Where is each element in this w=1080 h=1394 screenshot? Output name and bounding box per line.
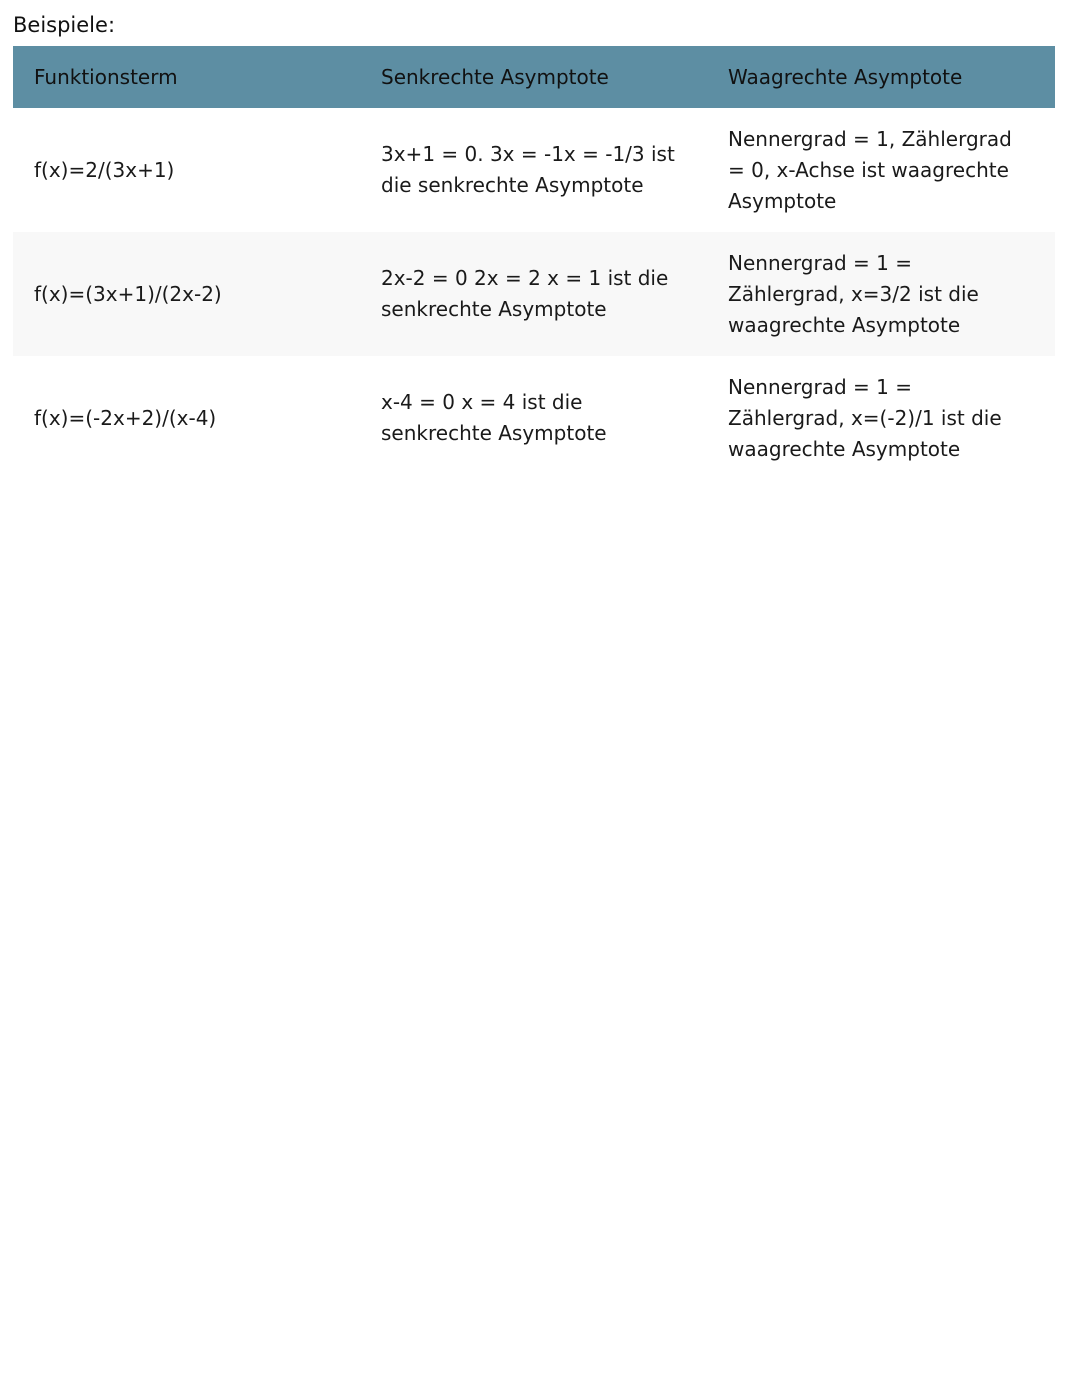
column-header-vertical-asymptote: Senkrechte Asymptote	[381, 65, 609, 89]
horizontal-asymptote-cell: Nennergrad = 1 = Zählergrad, x=(-2)/1 ist die waagrechte Asymptote	[728, 374, 1002, 461]
function-term-cell: f(x)=(3x+1)/(2x-2)	[34, 281, 222, 306]
function-term-cell: f(x)=2/(3x+1)	[34, 157, 175, 182]
vertical-asymptote-cell: 2x-2 = 0 2x = 2 x = 1 ist die senkrechte Asymptote	[381, 266, 669, 321]
table-header-row	[13, 46, 1055, 108]
column-header-function: Funktionsterm	[34, 65, 178, 89]
table-row	[13, 356, 1055, 480]
table-row	[13, 232, 1055, 356]
asymptote-table	[13, 46, 1055, 480]
vertical-asymptote-cell: x-4 = 0 x = 4 ist die senkrechte Asymptote	[381, 390, 607, 445]
function-term-cell: f(x)=(-2x+2)/(x-4)	[34, 405, 217, 430]
page-heading: Beispiele:	[13, 13, 116, 37]
vertical-asymptote-cell: 3x+1 = 0. 3x = -1x = -1/3 ist die senkrechte Asymptote	[381, 142, 675, 197]
column-header-horizontal-asymptote: Waagrechte Asymptote	[728, 65, 963, 89]
horizontal-asymptote-cell: Nennergrad = 1, Zählergrad = 0, x-Achse ist waagrechte Asymptote	[728, 126, 1012, 213]
table-row	[13, 108, 1055, 232]
horizontal-asymptote-cell: Nennergrad = 1 = Zählergrad, x=3/2 ist die waagrechte Asymptote	[728, 250, 979, 337]
